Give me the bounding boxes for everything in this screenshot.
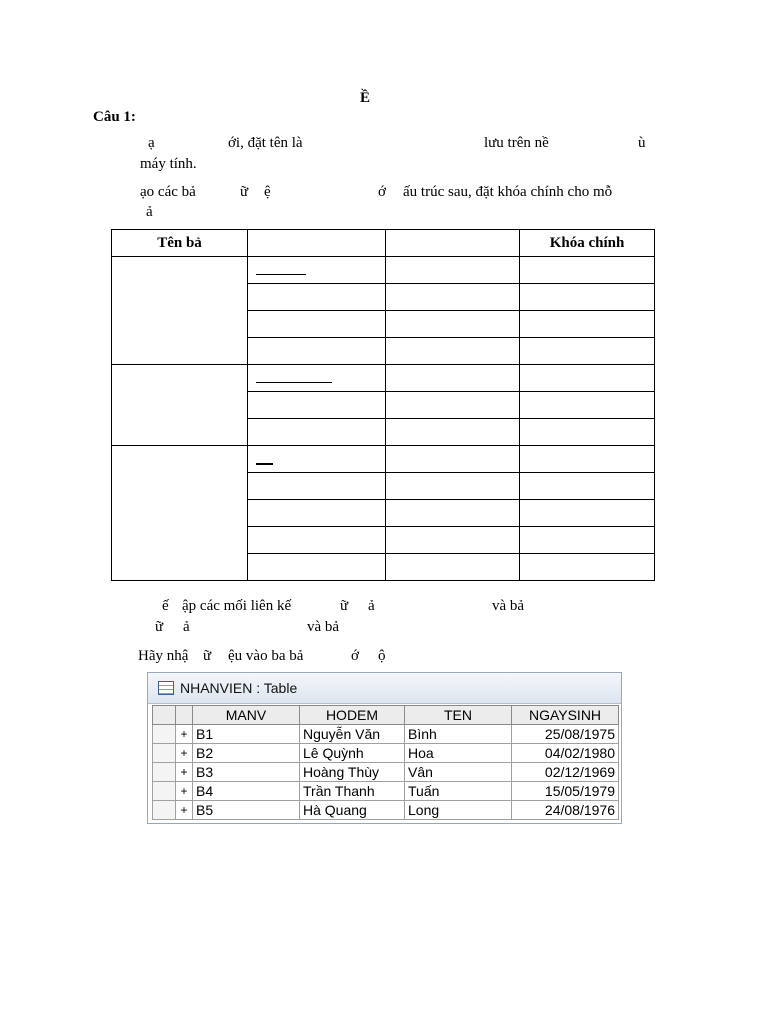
column-header-hodem[interactable]: HODEM <box>300 706 405 725</box>
cell-ngaysinh[interactable]: 02/12/1969 <box>512 763 619 782</box>
item1-fragment-d: ù <box>638 135 646 151</box>
header-primary-key: Khóa chính <box>520 230 655 257</box>
item3-fragment-a: ế <box>162 598 169 614</box>
key-cell <box>520 338 655 365</box>
item3-fragment-d: ả <box>368 598 375 614</box>
cell-hodem[interactable]: Trần Thanh <box>300 782 405 801</box>
key-cell <box>520 365 655 392</box>
cell-ten[interactable]: Long <box>405 801 512 820</box>
table-name-cell <box>112 446 248 581</box>
row-selector[interactable] <box>153 725 176 744</box>
expand-header-cell <box>176 706 193 725</box>
datasheet-grid <box>152 705 619 820</box>
cell-ten[interactable]: Bình <box>405 725 512 744</box>
primary-key-underline <box>256 274 306 275</box>
key-cell <box>520 419 655 446</box>
item3-fragment-h: và bả <box>307 619 340 635</box>
key-cell <box>520 311 655 338</box>
field-cell <box>248 554 386 581</box>
item2-fragment-a: ạo các bả <box>140 184 196 200</box>
cell-manv[interactable]: B1 <box>193 725 300 744</box>
document-heading: Ề <box>360 90 371 106</box>
table-row[interactable] <box>153 801 619 820</box>
schema-header-row <box>112 230 655 257</box>
cell-hodem[interactable]: Hoàng Thùy <box>300 763 405 782</box>
table-row <box>112 365 655 392</box>
type-cell <box>386 500 520 527</box>
column-header-ten[interactable]: TEN <box>405 706 512 725</box>
schema-table <box>111 229 655 581</box>
field-cell <box>248 365 386 392</box>
table-row[interactable] <box>153 782 619 801</box>
item2-fragment-d: ớ <box>378 184 386 200</box>
cell-manv[interactable]: B4 <box>193 782 300 801</box>
question-label: Câu 1: <box>93 109 136 125</box>
item1-line2: máy tính. <box>140 156 197 172</box>
key-cell <box>520 257 655 284</box>
item4-fragment-e: ộ <box>378 648 386 664</box>
field-cell <box>248 527 386 554</box>
table-row <box>112 257 655 284</box>
item1-fragment-c: lưu trên nề <box>484 135 549 151</box>
item3-fragment-e: và bả <box>492 598 525 614</box>
window-title: NHANVIEN : Table <box>180 680 298 696</box>
type-cell <box>386 392 520 419</box>
field-cell <box>248 419 386 446</box>
item4-fragment-b: ữ <box>203 648 212 664</box>
row-selector[interactable] <box>153 763 176 782</box>
cell-ten[interactable]: Vân <box>405 763 512 782</box>
type-cell <box>386 473 520 500</box>
cell-manv[interactable]: B2 <box>193 744 300 763</box>
key-cell <box>520 392 655 419</box>
expand-icon[interactable]: + <box>176 744 193 763</box>
row-selector[interactable] <box>153 744 176 763</box>
key-cell <box>520 527 655 554</box>
primary-key-underline <box>256 463 273 465</box>
expand-icon[interactable]: + <box>176 801 193 820</box>
select-all-cell[interactable] <box>153 706 176 725</box>
cell-ngaysinh[interactable]: 25/08/1975 <box>512 725 619 744</box>
column-header-ngaysinh[interactable]: NGAYSINH <box>512 706 619 725</box>
row-selector[interactable] <box>153 782 176 801</box>
expand-icon[interactable]: + <box>176 725 193 744</box>
column-header-manv[interactable]: MANV <box>193 706 300 725</box>
access-table-window <box>147 672 622 824</box>
cell-ngaysinh[interactable]: 24/08/1976 <box>512 801 619 820</box>
item1-fragment-a: ạ <box>148 135 155 151</box>
cell-manv[interactable]: B5 <box>193 801 300 820</box>
cell-hodem[interactable]: Nguyễn Văn <box>300 725 405 744</box>
field-cell <box>248 257 386 284</box>
table-name-cell <box>112 365 248 446</box>
table-row[interactable] <box>153 744 619 763</box>
field-cell <box>248 500 386 527</box>
type-cell <box>386 365 520 392</box>
cell-ngaysinh[interactable]: 15/05/1979 <box>512 782 619 801</box>
type-cell <box>386 338 520 365</box>
field-cell <box>248 473 386 500</box>
table-row[interactable] <box>153 725 619 744</box>
item4-fragment-a: Hãy nhậ <box>138 648 189 664</box>
type-cell <box>386 419 520 446</box>
item4-fragment-d: ớ <box>351 648 359 664</box>
cell-hodem[interactable]: Lê Quỳnh <box>300 744 405 763</box>
item3-fragment-g: ả <box>183 619 190 635</box>
field-cell <box>248 392 386 419</box>
table-row[interactable] <box>153 763 619 782</box>
header-field-name <box>248 230 386 257</box>
cell-manv[interactable]: B3 <box>193 763 300 782</box>
primary-key-underline <box>256 382 332 383</box>
item3-fragment-f: ữ <box>155 619 164 635</box>
header-data-type <box>386 230 520 257</box>
row-selector[interactable] <box>153 801 176 820</box>
key-cell <box>520 500 655 527</box>
type-cell <box>386 554 520 581</box>
item2-fragment-b: ữ <box>240 184 249 200</box>
item3-fragment-c: ữ <box>340 598 349 614</box>
expand-icon[interactable]: + <box>176 763 193 782</box>
cell-hodem[interactable]: Hà Quang <box>300 801 405 820</box>
item2-line2: ả <box>146 204 153 220</box>
item2-fragment-e: ấu trúc sau, đặt khóa chính cho mỗ <box>403 184 613 200</box>
header-table-name: Tên bả <box>112 230 248 257</box>
field-cell <box>248 311 386 338</box>
key-cell <box>520 446 655 473</box>
item1-fragment-b: ới, đặt tên là <box>228 135 303 151</box>
type-cell <box>386 257 520 284</box>
item2-fragment-c: ệ <box>264 184 271 200</box>
table-name-cell <box>112 257 248 365</box>
key-cell <box>520 284 655 311</box>
key-cell <box>520 473 655 500</box>
cell-ten[interactable]: Tuấn <box>405 782 512 801</box>
cell-ten[interactable]: Hoa <box>405 744 512 763</box>
item3-fragment-b: ập các mối liên kế <box>182 598 292 614</box>
type-cell <box>386 527 520 554</box>
key-cell <box>520 554 655 581</box>
expand-icon[interactable]: + <box>176 782 193 801</box>
cell-ngaysinh[interactable]: 04/02/1980 <box>512 744 619 763</box>
field-cell <box>248 446 386 473</box>
type-cell <box>386 284 520 311</box>
field-cell <box>248 338 386 365</box>
item4-fragment-c: ệu vào ba bả <box>228 648 304 664</box>
table-icon <box>158 681 174 695</box>
datasheet-header-row <box>153 706 619 725</box>
type-cell <box>386 446 520 473</box>
field-cell <box>248 284 386 311</box>
window-title-bar[interactable] <box>148 673 621 704</box>
type-cell <box>386 311 520 338</box>
table-row <box>112 446 655 473</box>
